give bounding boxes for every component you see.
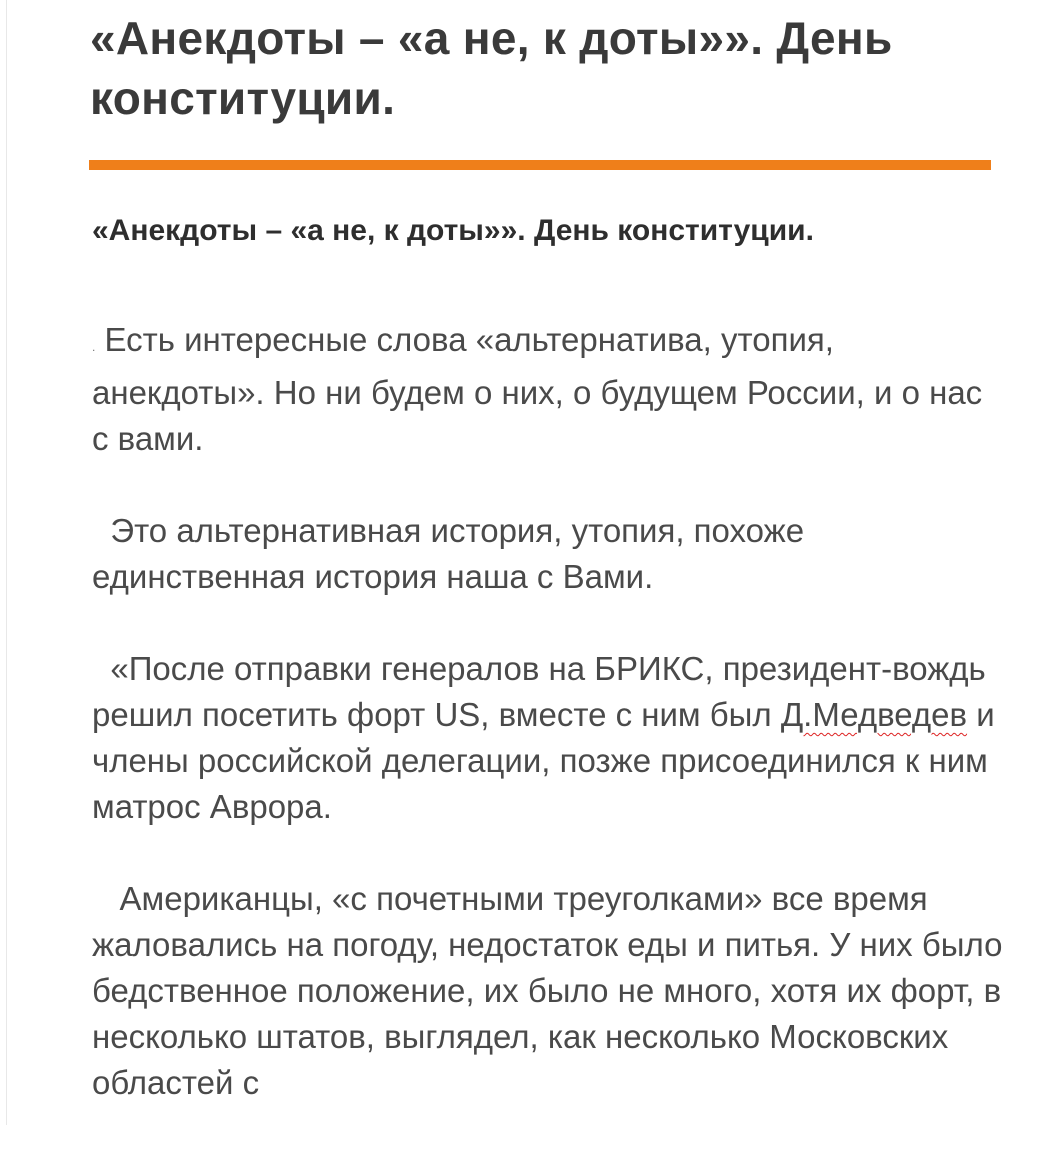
page-title: «Анекдоты – «а не, к доты»». День конституции. — [90, 12, 893, 124]
paragraph-3-text-end: и члены российской делегации, позже присоединился к ним матрос Аврора. — [92, 696, 1004, 825]
page-left-border — [6, 0, 7, 1125]
paragraph-2 — [92, 508, 1007, 600]
title-accent-divider — [89, 160, 991, 170]
paragraph-4 — [92, 876, 1012, 1106]
paragraph-3-text-start: «После отправки генералов на БРИКС, президент-вождь решил посетить форт US, вместе с ним был — [92, 650, 995, 733]
paragraph-1 — [92, 317, 1007, 462]
paragraph-3 — [92, 646, 1007, 830]
paragraph-dot: . — [92, 340, 96, 354]
paragraph-2-text: Это альтернативная история, утопия, похоже единственная история наша с Вами. — [92, 512, 814, 595]
paragraph-1-text: Есть интересные слова «альтернатива, утопия, анекдоты». Но ни будем о них, о будущем России, и о нас с вами. — [92, 321, 983, 457]
article-body — [92, 317, 1012, 1152]
paragraph-4-text: Американцы, «с почетными треуголками» все время жаловались на погоду, недостаток еды и питья. У них было бедственное положение, их было не много, хотя их форт, в несколько штатов, выглядел, как несколько Московских областей с — [92, 880, 1012, 1101]
article-heading: «Анекдоты – «а не, к доты»». День конституции. — [92, 214, 814, 247]
spellcheck-flagged-name: Д.Медведев — [780, 696, 968, 733]
